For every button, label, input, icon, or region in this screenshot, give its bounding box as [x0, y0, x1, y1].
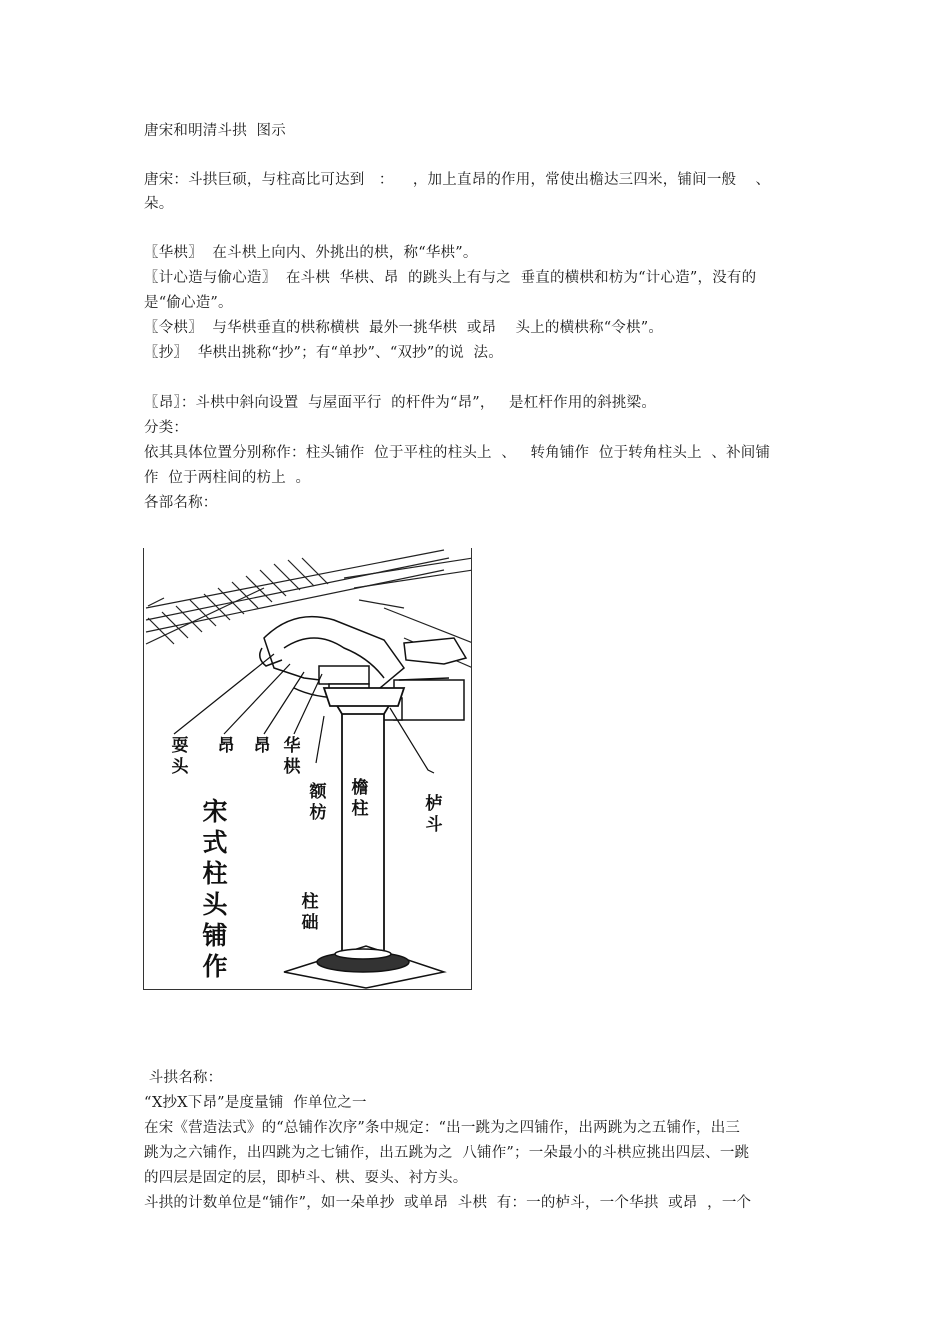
def-jixin-2: 是“偷心造”。: [144, 295, 233, 311]
label-efang: 额枋: [309, 782, 327, 823]
label-yanzhu: 檐柱: [351, 778, 369, 819]
def-jixin-1: 〖计心造与偷心造〗 在斗栱 华栱、昂 的跳头上有与之 垂直的横栱和枋为“计心造”，没有的: [144, 270, 757, 286]
figure-caption: 宋式柱头铺作: [202, 797, 228, 981]
def-ang: 〖昂〗：斗栱中斜向设置 与屋面平行 的杆件为“昂”， 是杠杆作用的斜挑梁。: [144, 395, 657, 411]
classify-line-1: 依其具体位置分别称作：柱头铺作 位于平柱的柱头上 、 转角铺作 位于转角柱头上 、补间铺: [144, 445, 771, 461]
def-chao: 〖抄〗 华栱出挑称“抄”；有“单抄”、“双抄”的说 法。: [144, 345, 503, 361]
rule-line-2: 跳为之六铺作，出四跳为之七铺作，出五跳为之 八铺作”；一朵最小的斗栱应挑出四层、一跳: [144, 1145, 750, 1161]
column-base: [284, 946, 444, 988]
column: [324, 688, 404, 954]
parts-heading: 各部名称：: [144, 495, 218, 511]
def-huagong: 〖华栱〗 在斗栱上向内、外挑出的栱，称“华栱”。: [144, 245, 478, 261]
label-ang-1: 昂: [217, 736, 235, 756]
label-shuatou: 耍头: [171, 736, 189, 777]
rule-line-3: 的四层是固定的层，即栌斗、栱、耍头、衬方头。: [144, 1170, 468, 1186]
label-zhuchu: 柱础: [301, 892, 319, 933]
rule-line-4: 斗拱的计数单位是“铺作”，如一朵单抄 或单昂 斗栱 有：一的栌斗，一个华拱 或昂 ，一个: [144, 1195, 752, 1211]
classify-heading: 分类：: [144, 420, 189, 436]
dougong-figure: [143, 548, 472, 990]
label-huagong: 华栱: [283, 736, 301, 777]
doc-title: 唐宋和明清斗拱 图示: [144, 123, 286, 139]
tang-song-line-2: 朵。: [144, 196, 174, 212]
unit-line: “X抄X下昂”是度量铺 作单位之一: [144, 1095, 367, 1111]
label-ang-2: 昂: [253, 736, 271, 756]
classify-line-2: 作 位于两柱间的枋上 。: [144, 470, 311, 486]
def-linggong: 〖令栱〗 与华栱垂直的栱称横栱 最外一挑华栱 或昂 头上的横栱称“令栱”。: [144, 320, 664, 336]
dougong-names-heading: 斗拱名称：: [144, 1070, 223, 1086]
tang-song-line-1: 唐宋：斗拱巨硕，与柱高比可达到 ： ，加上直昂的作用，常使出檐达三四米，铺间一般 、: [144, 172, 771, 188]
label-ludou: 栌斗: [425, 794, 443, 835]
rule-line-1: 在宋《营造法式》的“总铺作次序”条中规定：“出一跳为之四铺作，出两跳为之五铺作，出三: [144, 1120, 741, 1136]
